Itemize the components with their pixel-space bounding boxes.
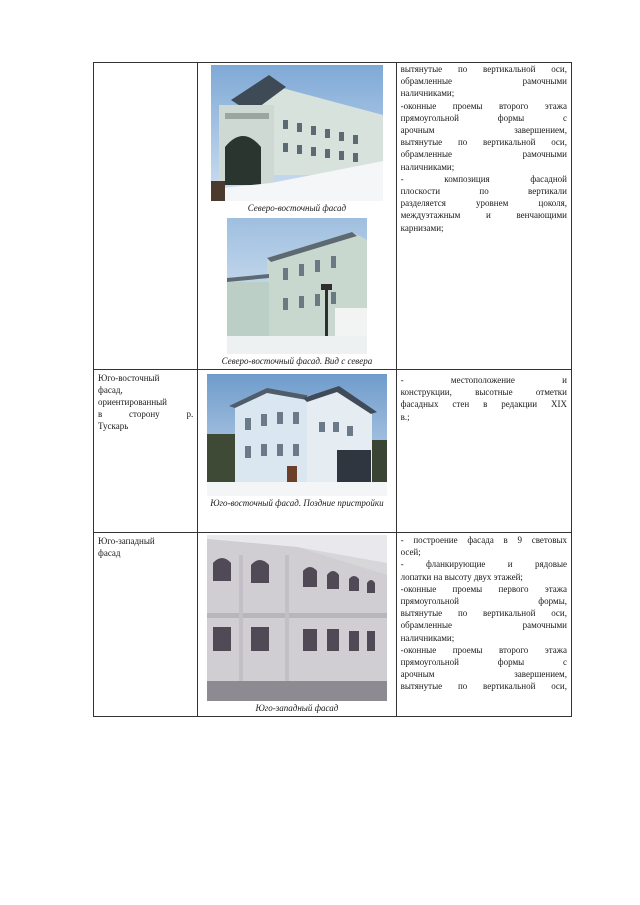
description-line: обрамленные рамочными (400, 620, 567, 631)
description-line: -оконные проемы второго этажа (400, 100, 567, 111)
facade-description (396, 63, 571, 370)
facade-label: Юго-восточный (98, 373, 160, 383)
description-line: - фланкирующие и рядовые (400, 559, 567, 570)
description-line: плоскости по вертикали (400, 186, 567, 197)
table-row (94, 370, 572, 533)
photo-cell (198, 533, 396, 717)
facade-label: Тускарь (98, 421, 129, 431)
table-row (94, 533, 572, 717)
facade-label-cell (94, 63, 198, 370)
description-line: наличниками; (400, 632, 455, 643)
description-line: карнизами; (400, 222, 444, 233)
facade-table (93, 62, 572, 717)
description-line: обрамленные рамочными (400, 149, 567, 160)
photo-caption: Юго-западный фасад (255, 703, 339, 713)
facade-label-cell (94, 533, 198, 717)
photo-southwest-facade (207, 535, 387, 701)
photo-northeast-facade-north-view (227, 218, 367, 354)
description-line: вытянутые по вертикальной оси, (400, 137, 567, 148)
facade-label: в сторону р. (98, 409, 194, 419)
facade-label-cell (94, 370, 198, 533)
description-line: прямоугольной формы с (400, 657, 567, 668)
description-line: разделяется уровнем цоколя, (400, 198, 567, 209)
photo-caption: Северо-восточный фасад. Вид с севера (221, 356, 373, 366)
photo-caption: Юго-восточный фасад. Поздние пристройки (210, 498, 384, 508)
description-line: - построение фасада в 9 световых (400, 535, 567, 545)
facade-description (396, 370, 571, 533)
description-line: прямоугольной формы, (400, 596, 567, 607)
photo-southeast-facade (207, 374, 387, 496)
description-line: арочным завершением, (400, 125, 567, 136)
photo-cell (198, 370, 396, 533)
description-line: осей; (400, 547, 421, 558)
description-line: междуэтажным и венчающими (400, 210, 567, 221)
description-line: - композиция фасадной (400, 173, 567, 184)
description-line: вытянутые по вертикальной оси, (400, 64, 567, 74)
description-line: -оконные проемы второго этажа (400, 644, 567, 655)
description-line: прямоугольной формы с (400, 112, 567, 123)
description-line: обрамленные рамочными (400, 76, 567, 87)
facade-label: Юго-западный (98, 536, 155, 546)
facade-label: фасад, (98, 385, 123, 395)
description-line: фасадных стен в редакции XIX (400, 399, 567, 410)
table-row (94, 63, 572, 370)
photo-caption: Северо-восточный фасад (247, 203, 347, 213)
photo-cell (198, 63, 396, 370)
description-line: лопатки на высоту двух этажей; (400, 571, 523, 582)
description-line: наличниками; (400, 161, 455, 172)
description-line: арочным завершением, (400, 669, 567, 680)
facade-label: ориентированный (98, 397, 167, 407)
facade-description (396, 533, 571, 717)
description-line: в.; (400, 411, 410, 422)
facade-label: фасад (98, 548, 121, 558)
description-line: конструкции, высотные отметки (400, 387, 567, 398)
photo-northeast-facade (211, 65, 383, 201)
description-line: вытянутые по вертикальной оси, (400, 608, 567, 619)
description-line: вытянутые по вертикальной оси, (400, 681, 567, 692)
description-line: -оконные проемы первого этажа (400, 583, 567, 594)
description-line: - местоположение и (400, 375, 567, 385)
description-line: наличниками; (400, 88, 455, 99)
